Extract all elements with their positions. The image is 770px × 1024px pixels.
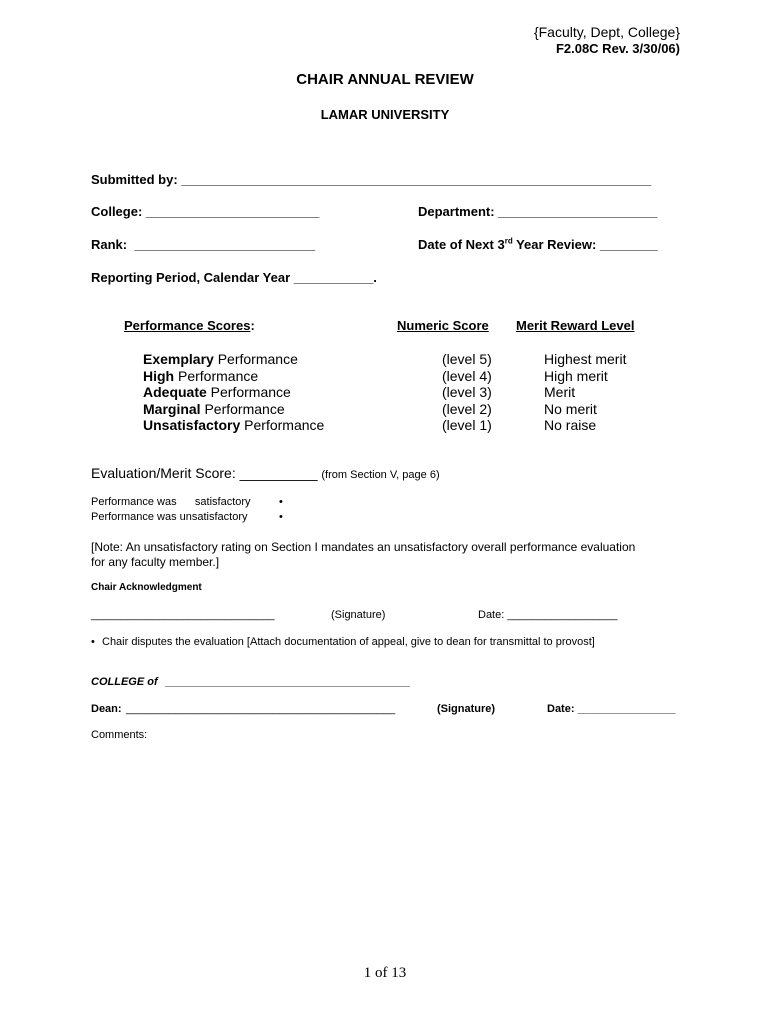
dean-date-label: Date: xyxy=(547,703,578,715)
score-row-merit: Highest merit xyxy=(544,351,627,367)
dispute-label: Chair disputes the evaluation [Attach documentation of appeal, give to dean for transmittal to provost] xyxy=(102,636,595,648)
evaluation-score-label: Evaluation/Merit Score: xyxy=(91,465,240,481)
form-scope: {Faculty, Dept, College} xyxy=(533,24,680,40)
score-row-label-bold: Adequate xyxy=(143,384,207,400)
unsatisfactory-label: Performance was unsatisfactory xyxy=(91,511,248,523)
score-row-label-bold: Marginal xyxy=(143,400,201,417)
college-of-label: COLLEGE of xyxy=(91,676,158,688)
merit-reward-heading: Merit Reward Level xyxy=(516,318,635,333)
score-row-label-bold: Unsatisfactory xyxy=(143,417,241,433)
score-row-level: (level 4) xyxy=(442,367,492,384)
score-row-level: (level 5) xyxy=(442,351,492,367)
college-field[interactable]: College: ________________________ xyxy=(91,204,320,219)
unsatisfactory-checkbox[interactable]: • xyxy=(279,511,283,523)
score-row-label-rest: Performance xyxy=(240,417,325,433)
score-row-label xyxy=(143,351,298,367)
next-review-label: Date of Next 3 xyxy=(418,237,505,252)
dean-signature-label: (Signature) xyxy=(437,703,496,715)
page-title: CHAIR ANNUAL REVIEW xyxy=(296,71,474,88)
performance-scores-heading-text: Performance Scores xyxy=(124,318,251,333)
note-line-2: for any faculty member.] xyxy=(91,555,220,569)
score-row-level: (level 1) xyxy=(442,417,492,433)
score-row-merit: Merit xyxy=(544,384,576,400)
chair-date-line: __________________ xyxy=(507,609,618,621)
submitted-by-field[interactable]: Submitted by: _________________________________________________________________ xyxy=(91,172,652,187)
score-row-level: (level 2) xyxy=(442,400,492,417)
reporting-period-field[interactable]: Reporting Period, Calendar Year ___________. xyxy=(91,270,377,285)
next-review-ordinal: rd xyxy=(504,236,513,246)
score-row-label xyxy=(143,401,285,417)
comments-label: Comments: xyxy=(91,729,148,741)
next-review-blank: Year Review: ________ xyxy=(512,237,658,252)
chair-signature-label: (Signature) xyxy=(331,609,386,621)
chair-date-label: Date: xyxy=(478,609,508,621)
evaluation-score-source: (from Section V, page 6) xyxy=(321,469,440,481)
next-review-field[interactable] xyxy=(418,237,658,252)
dean-label: Dean: xyxy=(91,703,125,715)
page-number: 1 of 13 xyxy=(363,965,407,981)
dean-date[interactable] xyxy=(547,703,675,715)
score-row-merit: No raise xyxy=(544,417,597,433)
performance-scores-heading xyxy=(124,318,255,333)
score-row-merit: High merit xyxy=(544,367,608,384)
rank-field[interactable]: Rank: _________________________ xyxy=(91,237,316,252)
numeric-score-heading: Numeric Score xyxy=(397,318,489,333)
performance-scores-heading-colon: : xyxy=(250,318,255,333)
chair-signature-line[interactable]: ______________________________ xyxy=(91,609,275,621)
score-row-label xyxy=(143,417,324,433)
dean-date-line: ________________ xyxy=(577,703,676,715)
score-row-label-rest: Performance xyxy=(200,400,285,417)
form-id: F2.08C Rev. 3/30/06) xyxy=(555,41,680,56)
dispute-checkbox[interactable]: • xyxy=(91,636,95,648)
college-of-line[interactable]: ________________________________________ xyxy=(165,676,410,688)
dean-signature-line[interactable]: ____________________________________________ xyxy=(126,703,396,715)
score-row-label-rest: Performance xyxy=(213,351,298,367)
chair-date[interactable] xyxy=(478,609,617,621)
satisfactory-label: Performance was satisfactory xyxy=(91,496,251,508)
department-field[interactable]: Department: ______________________ xyxy=(418,204,658,219)
score-row-merit: No merit xyxy=(544,400,597,417)
evaluation-score xyxy=(91,465,440,481)
score-row-level: (level 3) xyxy=(442,384,492,400)
chair-acknowledgment-heading: Chair Acknowledgment xyxy=(91,582,202,593)
page-subtitle: LAMAR UNIVERSITY xyxy=(320,107,450,122)
score-row-label-rest: Performance xyxy=(206,384,291,400)
evaluation-score-blank[interactable]: __________ xyxy=(239,465,318,481)
score-row-label-rest: Performance xyxy=(174,367,259,384)
score-row-label xyxy=(143,384,291,400)
score-row-label xyxy=(143,368,258,384)
score-row-label-bold: Exemplary xyxy=(143,351,214,367)
score-row-label-bold: High xyxy=(143,367,175,384)
satisfactory-checkbox[interactable]: • xyxy=(279,496,283,508)
note-line-1: [Note: An unsatisfactory rating on Section I mandates an unsatisfactory overall performance evaluation xyxy=(91,540,636,554)
